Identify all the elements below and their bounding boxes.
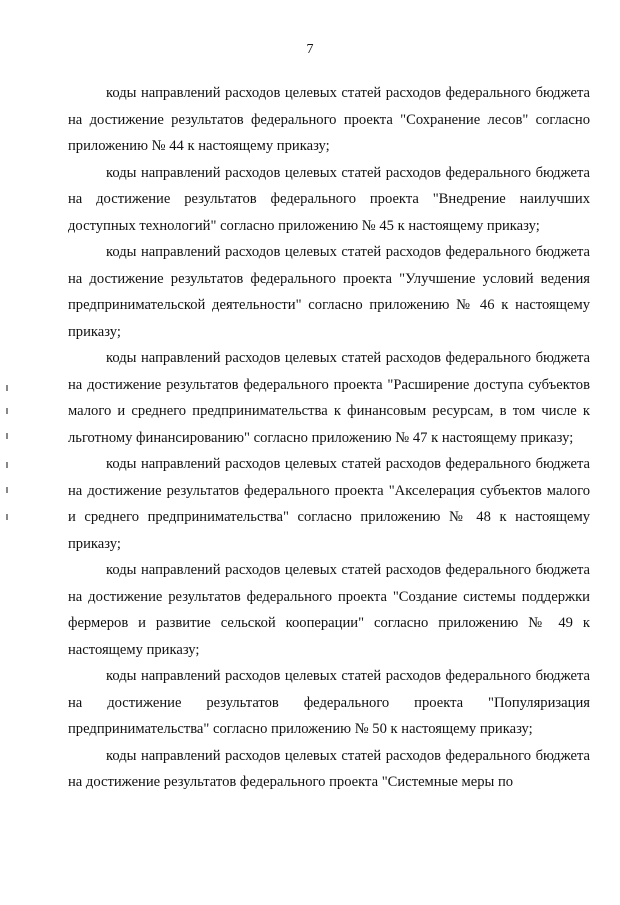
paragraph-appendix-50: коды направлений расходов целевых статей расходов федерального бюджета на достижение результатов федерального проекта "Популяризация предпринимательства" согласно приложению № 50 к настоящему приказу; [68, 668, 590, 737]
paragraph-appendix-45: коды направлений расходов целевых статей расходов федерального бюджета на достижение результатов федерального проекта "Внедрение наилучших доступных технологий" согласно приложению № 45 к настоящему приказу; [68, 164, 590, 234]
paragraph-appendix-46: коды направлений расходов целевых статей расходов федерального бюджета на достижение результатов федерального проекта "Улучшение условий ведения предпринимательской деятельности" согласно приложению № 46 к настоящему приказу; [68, 244, 590, 340]
document-body [68, 80, 590, 796]
paragraph-appendix-47: коды направлений расходов целевых статей расходов федерального бюджета на достижение результатов федерального проекта "Расширение доступа субъектов малого и среднего предпринимательства к финансовым ресурсам, в том числе к льготному финансированию" согласно приложению № 47 к настоящему приказу; [68, 350, 590, 446]
paragraph-continued: коды направлений расходов целевых статей расходов федерального бюджета на достижение результатов федерального проекта "Системные меры по [68, 747, 590, 790]
paragraph-appendix-44: коды направлений расходов целевых статей расходов федерального бюджета на достижение результатов федерального проекта "Сохранение лесов" согласно приложению № 44 к настоящему приказу; [68, 85, 590, 154]
paragraph-appendix-49: коды направлений расходов целевых статей расходов федерального бюджета на достижение результатов федерального проекта "Создание системы поддержки фермеров и развитие сельской кооперации" согласно приложению № 49 к настоящему приказу; [68, 562, 590, 658]
page-number: 7 [306, 42, 314, 57]
paragraph-appendix-48: коды направлений расходов целевых статей расходов федерального бюджета на достижение результатов федерального проекта "Акселерация субъектов малого и среднего предпринимательства" согласно приложению № 48 к настоящему приказу; [68, 456, 590, 552]
